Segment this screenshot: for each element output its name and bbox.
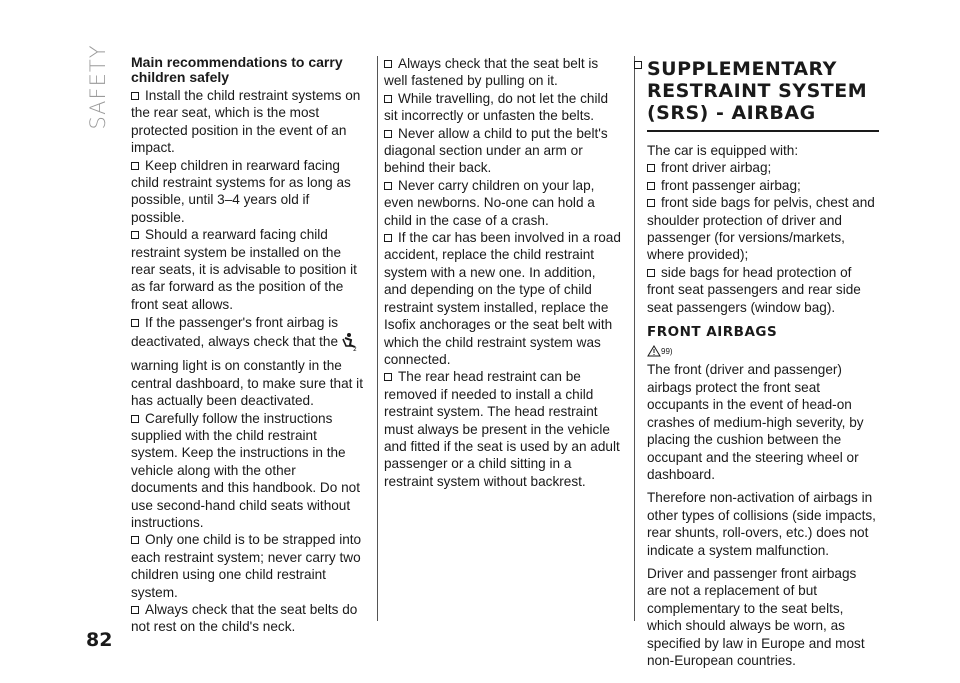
- bullet-item: front driver airbag;: [647, 159, 879, 176]
- bullet-item: While travelling, do not let the child sit incorrectly or unfasten the belts.: [384, 90, 622, 125]
- column-3: [647, 55, 879, 669]
- square-bullet-icon: [131, 319, 139, 327]
- svg-text:2: 2: [353, 346, 357, 353]
- section-tab: [84, 44, 112, 130]
- bullet-item: Keep children in rearward facing child restraint systems for as long as possible, until 3–4 years old if possible.: [131, 157, 363, 227]
- bullet-item: Always check that the seat belt is well fastened by pulling on it.: [384, 55, 622, 90]
- paragraph: Driver and passenger front airbags are not a replacement of but complementary to the seat belts, which should always be worn, as specified by law in Europe and most non-European countries.: [647, 565, 865, 668]
- bullet-item: Carefully follow the instructions supplied with the child restraint system. Keep the instructions in the vehicle along with the other documents and this handbook. Do not use second-hand child seats without instructions.: [131, 410, 363, 532]
- section-heading-srs-airbag: SUPPLEMENTARY RESTRAINT SYSTEM (SRS) - AIRBAG: [647, 58, 868, 124]
- paragraph: Therefore non-activation of airbags in other types of collisions (side impacts, rear shunts, roll-overs, etc.) does not indicate a system malfunction.: [647, 490, 876, 558]
- bullet-item: front side bags for pelvis, chest and shoulder protection of driver and passenger (for versions/markets, where provided);: [647, 194, 879, 264]
- passenger-airbag-off-icon: [340, 332, 358, 357]
- page-number: 82: [86, 629, 113, 651]
- bullet-item: Should a rearward facing child restraint system be installed on the rear seats, it is advisable to position it as far forward as the position of the front seat allows.: [131, 226, 363, 313]
- section-label: SAFETY: [86, 44, 110, 130]
- bullet-item: side bags for head protection of front seat passengers and rear side seat passengers (window bag).: [647, 264, 879, 316]
- warning-ref-number: 99): [661, 347, 673, 357]
- column-divider: [634, 56, 635, 621]
- bullet-item: Never carry children on your lap, even newborns. No-one can hold a child in the case of a crash.: [384, 177, 622, 229]
- bullet-item: If the car has been involved in a road accident, replace the child restraint system with a new one. In addition, and depending on the type of child restraint system installed, replace the Isofix anchorages or the seat belt with which the child restraint system was connected.: [384, 230, 621, 367]
- heading-underline: [647, 130, 879, 132]
- column-1: [131, 55, 363, 636]
- warning-reference: [647, 345, 879, 361]
- bullet-item: Never allow a child to put the belt's diagonal section under an arm or behind their back.: [384, 125, 622, 177]
- bullet-item: Install the child restraint systems on the rear seat, which is the most protected position in the event of an impact.: [131, 87, 363, 157]
- paragraph: The front (driver and passenger) airbags protect the front seat occupants in the event of head-on crashes of medium-high severity, by placing the cushion between the occupant and the steering wheel or dashboard.: [647, 362, 864, 482]
- subheading-front-airbags: FRONT AIRBAGS: [647, 324, 778, 341]
- paragraph: warning light is on constantly in the central dashboard, to make sure that it has actually been deactivated.: [131, 358, 363, 409]
- bullet-item: front passenger airbag;: [647, 177, 879, 194]
- bullet-item: Always check that the seat belts do not rest on the child's neck.: [131, 601, 363, 636]
- bullet-item: Only one child is to be strapped into each restraint system; never carry two children using one child restraint system.: [131, 532, 362, 600]
- column-divider: [377, 56, 378, 621]
- bullet-item: The rear head restraint can be removed if needed to install a child restraint system. The head restraint must always be present in the vehicle and fitted if the seat is used by an adult passenger or a child sitting in a restraint system without backrest.: [384, 368, 622, 490]
- bullet-text: If the passenger's front airbag is deactivated, always check that the: [131, 315, 339, 350]
- warning-triangle-icon: [647, 347, 661, 356]
- column-2: [384, 55, 622, 490]
- intro-text: The car is equipped with:: [647, 143, 799, 158]
- bullet-item-airbag-check: [131, 313, 363, 357]
- subheading-child-safety: Main recommendations to carry children safely: [131, 54, 343, 85]
